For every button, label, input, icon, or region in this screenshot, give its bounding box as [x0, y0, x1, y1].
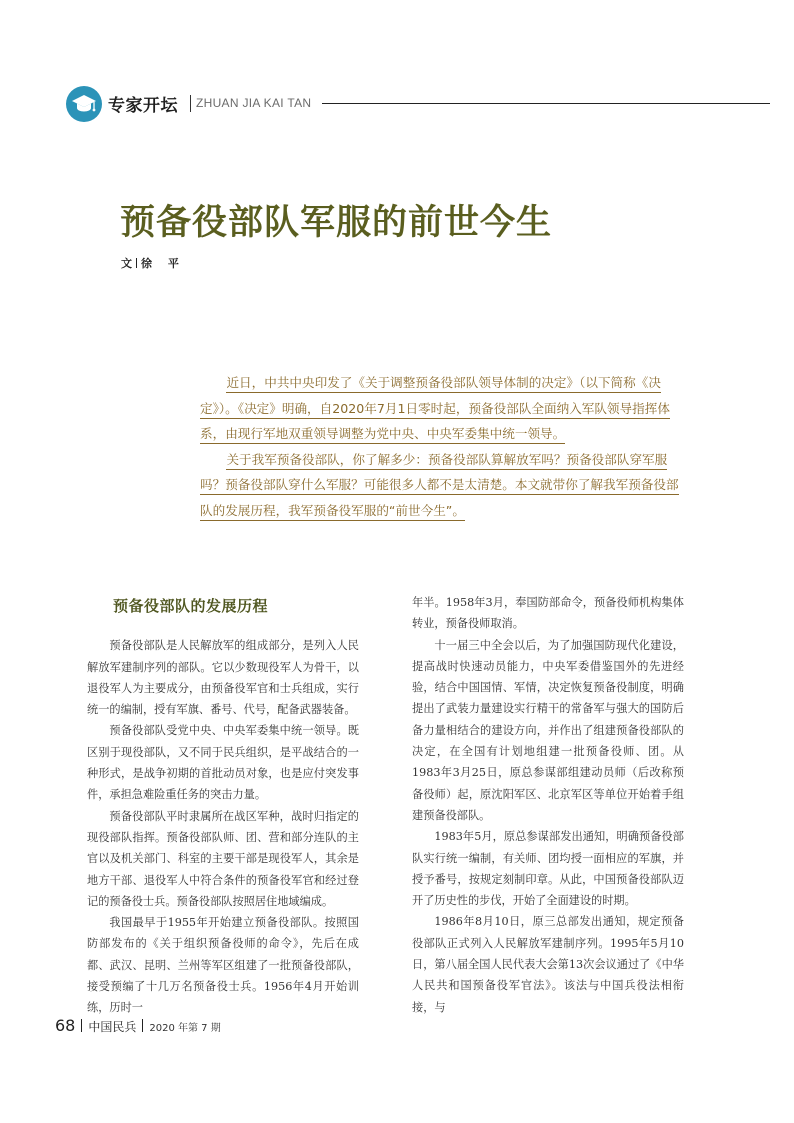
page-number: 68	[55, 1016, 76, 1035]
right-column	[412, 592, 684, 1018]
intro-text: 关于我军预备役部队，你了解多少：预备役部队算解放军吗？预备役部队穿军服吗？预备役部队穿什么军服？可能很多人都不是太清楚。本文就带你了解我军预备役部队的发展历程，我军预备役军服的“前世今生”。	[200, 452, 679, 521]
article-intro	[200, 370, 690, 523]
body-paragraph: 1983年5月，原总参谋部发出通知，明确预备役部队实行统一编制，有关师、团均授一面相应的军旗，并授予番号，按规定刻制印章。从此，中国预备役部队迈开了历史性的步伐，开始了全面建设的时期。	[412, 830, 684, 908]
issue-number: 2020 年第 7 期	[149, 1023, 221, 1034]
byline	[121, 255, 185, 271]
byline-label: 文	[121, 257, 132, 270]
header-rule	[322, 103, 770, 104]
body-paragraph: 1986年8月10日，原三总部发出通知，规定预备役部队正式列入人民解放军建制序列。1995年5月10日，第八届全国人民代表大会第13次会议通过了《中华人民共和国预备役军官法》。该法与中国兵役法相衔接，与	[412, 915, 684, 1014]
intro-paragraph	[200, 447, 690, 524]
section-heading: 预备役部队的发展历程	[113, 597, 269, 615]
body-paragraph: 预备役部队受党中央、中央军委集中统一领导。既区别于现役部队，又不同于民兵组织，是平战结合的一种形式，是战争初期的首批动员对象，也是应付突发事件，承担急难险重任务的突击力量。	[87, 724, 359, 802]
article-title: 预备役部队军服的前世今生	[120, 203, 553, 243]
body-paragraph: 十一届三中全会以后，为了加强国防现代化建设，提高战时快速动员能力，中央军委借鉴国外的先进经验，结合中国国情、军情，决定恢复预备役制度，明确提出了武装力量建设实行精干的常备军与强大的国防后备力量相结合的建设方向，并作出了组建预备役部队的决定，在全国有计划地组建一批预备役师、团。从1983年3月25日，原总参谋部组建动员师（后改称预备役师）起，原沈阳军区、北京军区等单位开始着手组建预备役部队。	[412, 638, 684, 822]
body-paragraph: 预备役部队平时隶属所在战区军种，战时归指定的现役部队指挥。预备役部队师、团、营和部分连队的主官以及机关部门、科室的主要干部是现役军人，其余是地方干部、退役军人中符合条件的预备役军官和经过登记的预备役士兵。预备役部队按照居住地域编成。	[87, 809, 359, 908]
column-badge	[66, 86, 102, 122]
intro-paragraph	[200, 370, 690, 447]
footer-divider	[142, 1019, 143, 1032]
body-paragraph: 预备役部队是人民解放军的组成部分，是列入人民解放军建制序列的部队。它以少数现役军人为骨干，以退役军人为主要成分，由预备役军官和士兵组成，实行统一的编制，授有军旗、番号、代号，配备武器装备。	[87, 639, 359, 717]
graduation-cap-icon	[71, 94, 97, 114]
author-name: 徐 平	[141, 257, 185, 270]
header-divider	[190, 95, 191, 112]
column-name-en: ZHUAN JIA KAI TAN	[196, 96, 312, 110]
magazine-name: 中国民兵	[88, 1020, 137, 1034]
left-column	[87, 592, 359, 1019]
footer-divider	[81, 1019, 82, 1032]
body-paragraph-continued: 年半。1958年3月，奉国防部命令，预备役师机构集体转业，预备役师取消。	[412, 596, 684, 631]
intro-text: 近日，中共中央印发了《关于调整预备役部队领导体制的决定》（以下简称《决定》）。《决定》明确，自2020年7月1日零时起，预备役部队全面纳入军队领导指挥体系，由现行军地双重领导调整为党中央、中央军委集中统一领导。	[200, 375, 670, 444]
body-paragraph: 我国最早于1955年开始建立预备役部队。按照国防部发布的《关于组织预备役师的命令》，先后在成都、武汉、昆明、兰州等军区组建了一批预备役部队，接受预编了十几万名预备役士兵。1956年4月开始训练，历时一	[87, 916, 359, 1015]
column-name-cn: 专家开坛	[108, 96, 178, 116]
page-footer	[55, 1016, 221, 1035]
column-header	[66, 84, 772, 124]
byline-divider	[136, 258, 137, 268]
